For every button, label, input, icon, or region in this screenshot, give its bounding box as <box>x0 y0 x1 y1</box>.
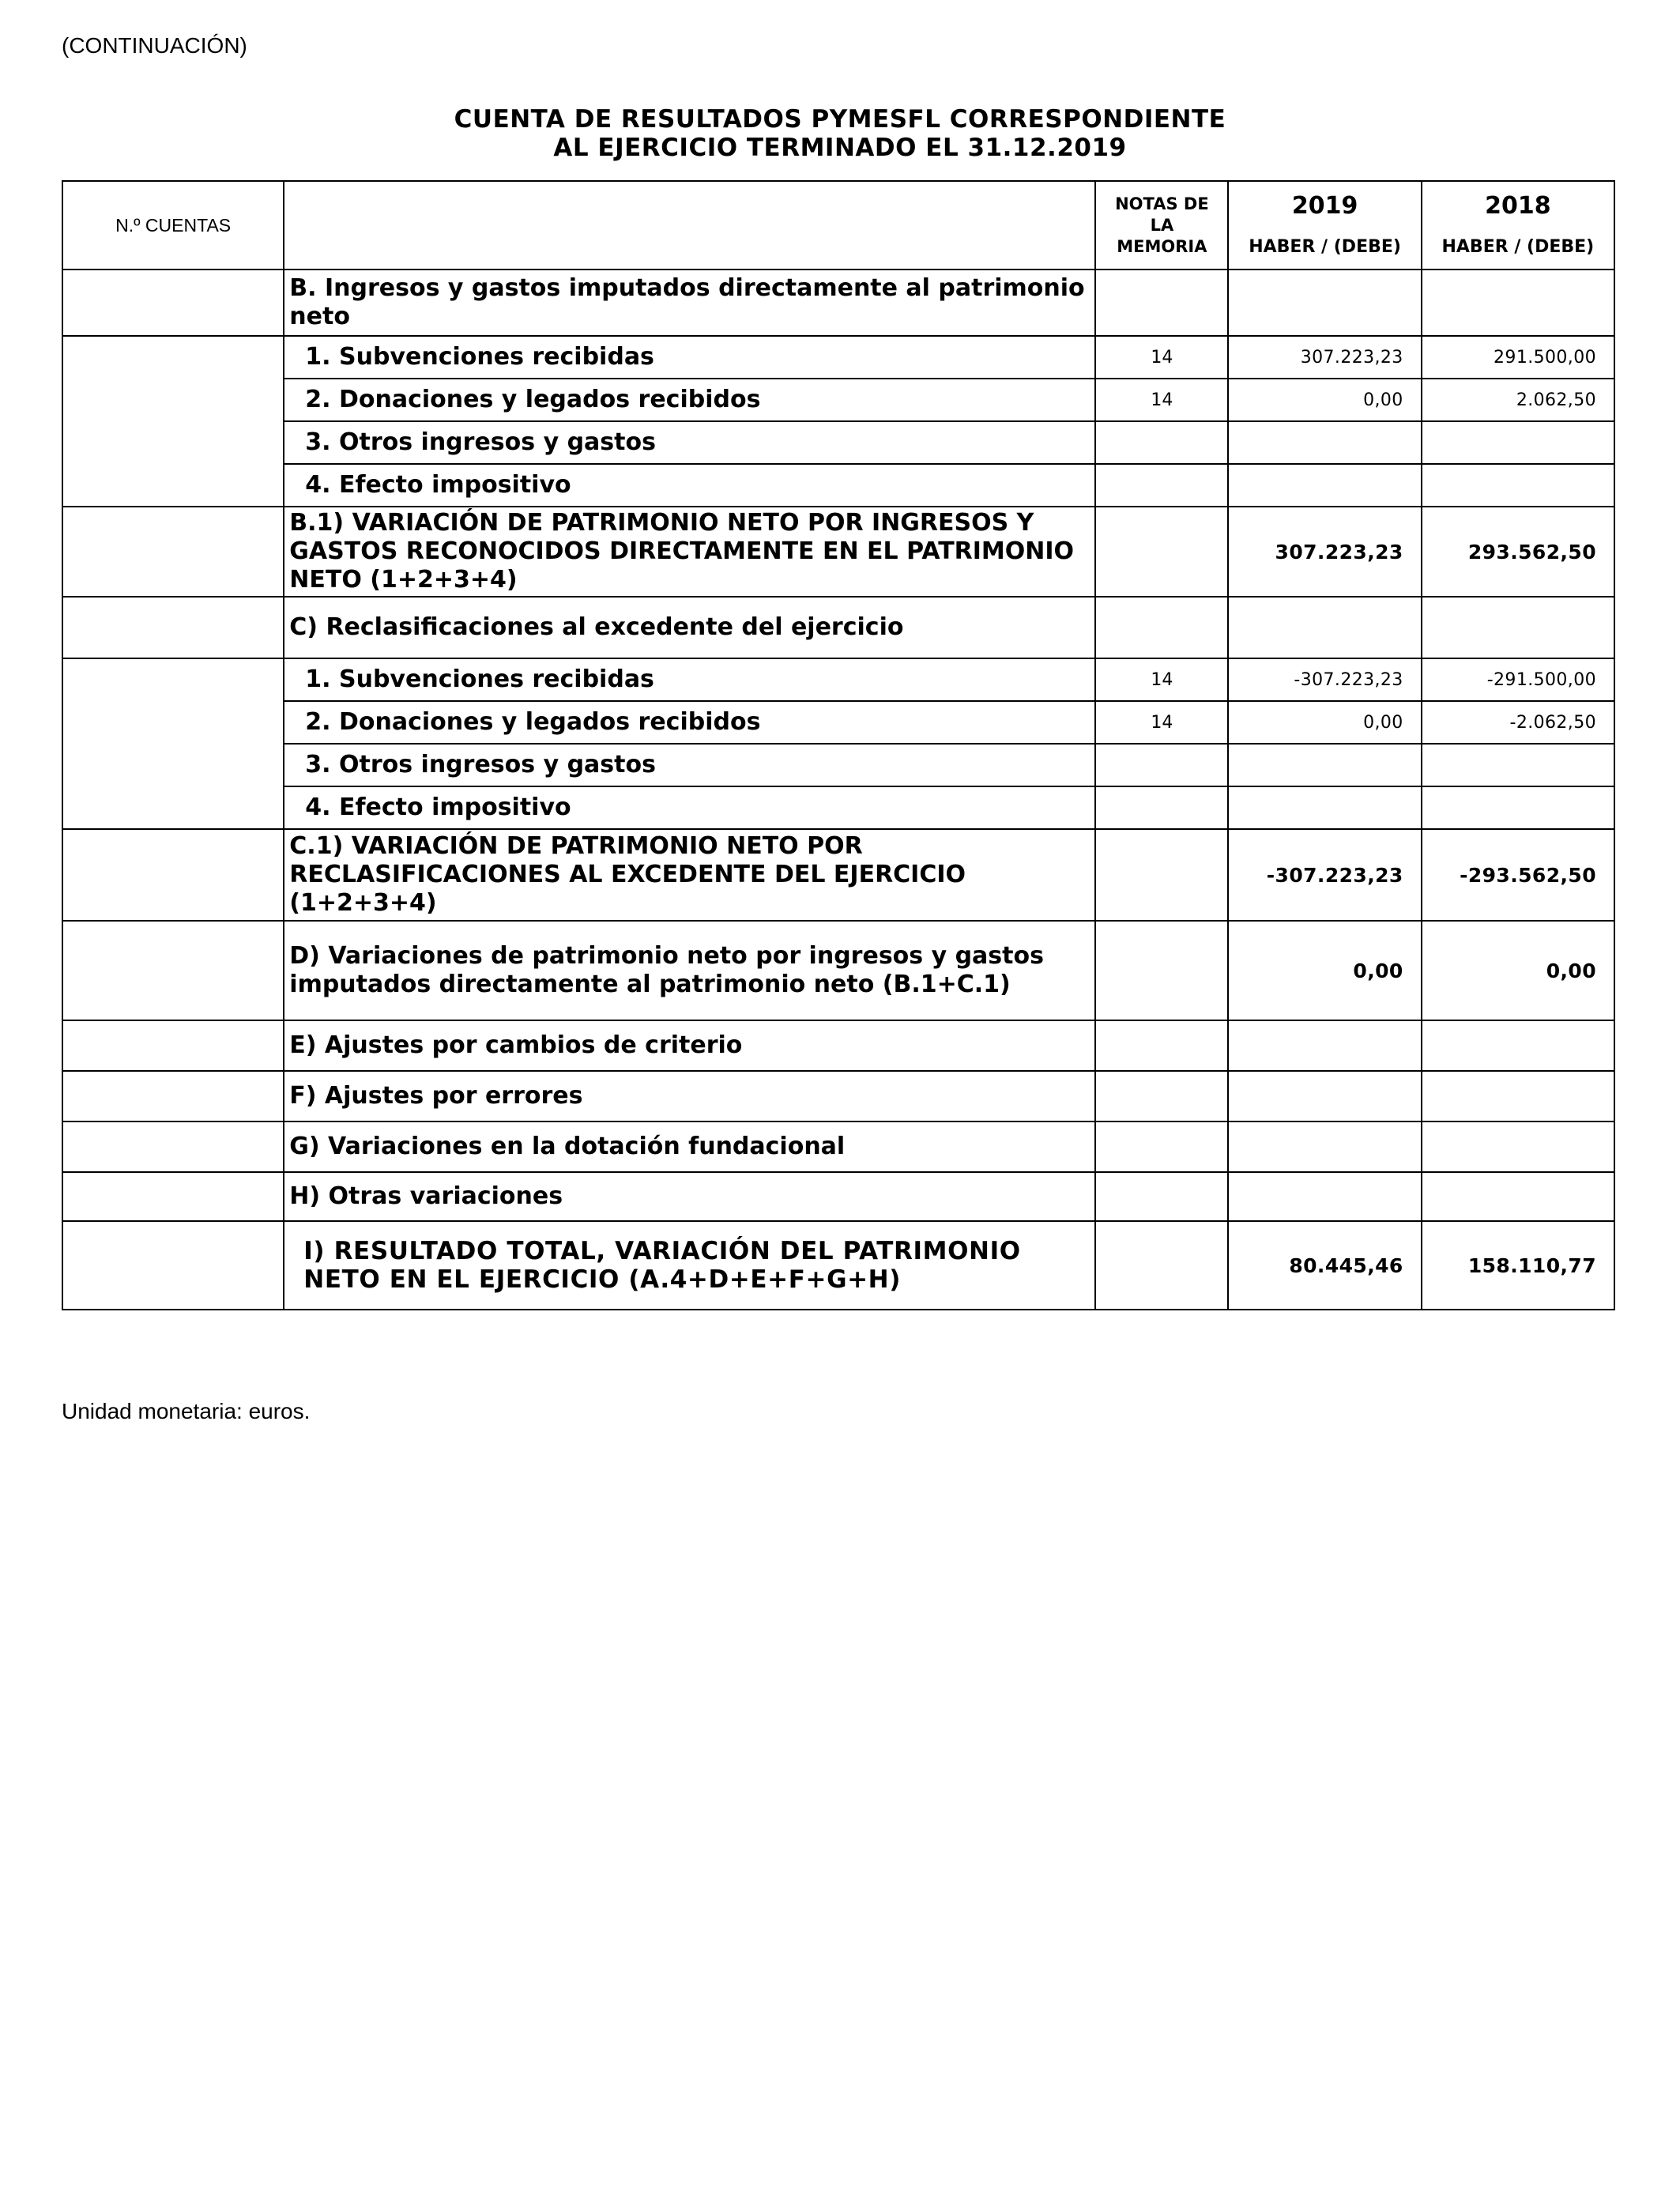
header-blank <box>284 181 1095 270</box>
row-value-2018 <box>1422 786 1614 829</box>
table-row <box>62 658 1614 701</box>
table-row <box>62 270 1614 336</box>
row-nota <box>1095 1020 1228 1071</box>
row-value-2019 <box>1228 1172 1421 1221</box>
row-description: 2. Donaciones y legados recibidos <box>284 379 1095 421</box>
row-nota <box>1095 507 1228 597</box>
table-row <box>62 1020 1614 1071</box>
row-description: F) Ajustes por errores <box>284 1071 1095 1122</box>
row-nota <box>1095 270 1228 336</box>
row-description: C.1) VARIACIÓN DE PATRIMONIO NETO POR RECLASIFICACIONES AL EXCEDENTE DEL EJERCICIO (1+2+3+4) <box>284 829 1095 921</box>
row-description: B.1) VARIACIÓN DE PATRIMONIO NETO POR INGRESOS Y GASTOS RECONOCIDOS DIRECTAMENTE EN EL PATRIMONIO NETO (1+2+3+4) <box>284 507 1095 597</box>
row-value-2019: -307.223,23 <box>1228 829 1421 921</box>
cuenta-cell <box>62 921 284 1020</box>
row-value-2019 <box>1228 1071 1421 1122</box>
row-description: G) Variaciones en la dotación fundacional <box>284 1122 1095 1172</box>
table-row <box>62 744 1614 786</box>
row-description: 1. Subvenciones recibidas <box>284 336 1095 379</box>
row-nota <box>1095 829 1228 921</box>
row-value-2019: 307.223,23 <box>1228 336 1421 379</box>
row-description: 3. Otros ingresos y gastos <box>284 744 1095 786</box>
table-row <box>62 829 1614 921</box>
row-value-2018: 293.562,50 <box>1422 507 1614 597</box>
row-value-2019: 0,00 <box>1228 379 1421 421</box>
table-row <box>62 786 1614 829</box>
table-row <box>62 1071 1614 1122</box>
row-description: 3. Otros ingresos y gastos <box>284 421 1095 464</box>
table-row <box>62 464 1614 507</box>
row-description: 2. Donaciones y legados recibidos <box>284 701 1095 744</box>
row-value-2018 <box>1422 270 1614 336</box>
row-value-2019 <box>1228 597 1421 658</box>
row-value-2019: 307.223,23 <box>1228 507 1421 597</box>
row-value-2019: -307.223,23 <box>1228 658 1421 701</box>
title-line-2: AL EJERCICIO TERMINADO EL 31.12.2019 <box>553 134 1127 162</box>
cuenta-cell <box>62 597 284 658</box>
row-nota <box>1095 744 1228 786</box>
cuenta-cell <box>62 336 284 507</box>
row-nota <box>1095 1221 1228 1310</box>
table-row <box>62 597 1614 658</box>
row-value-2018 <box>1422 464 1614 507</box>
title-line-1: CUENTA DE RESULTADOS PYMESFL CORRESPONDIENTE <box>454 105 1226 134</box>
header-notas-line-2: LA <box>1150 215 1174 235</box>
header-haber-2019: HABER / (DEBE) <box>1249 237 1401 257</box>
row-nota <box>1095 1071 1228 1122</box>
row-value-2019 <box>1228 786 1421 829</box>
row-description: E) Ajustes por cambios de criterio <box>284 1020 1095 1071</box>
continuation-label: (CONTINUACIÓN) <box>62 33 247 58</box>
table-row <box>62 336 1614 379</box>
row-description: I) RESULTADO TOTAL, VARIACIÓN DEL PATRIMONIO NETO EN EL EJERCICIO (A.4+D+E+F+G+H) <box>284 1221 1095 1310</box>
cuenta-cell <box>62 658 284 829</box>
row-value-2019 <box>1228 1020 1421 1071</box>
row-description: 4. Efecto impositivo <box>284 464 1095 507</box>
row-nota: 14 <box>1095 701 1228 744</box>
row-nota <box>1095 1122 1228 1172</box>
row-value-2019: 80.445,46 <box>1228 1221 1421 1310</box>
row-value-2018 <box>1422 597 1614 658</box>
row-description: H) Otras variaciones <box>284 1172 1095 1221</box>
row-value-2018: -2.062,50 <box>1422 701 1614 744</box>
row-value-2018: 158.110,77 <box>1422 1221 1614 1310</box>
table-row <box>62 421 1614 464</box>
table-row <box>62 701 1614 744</box>
table-row-total <box>62 1221 1614 1310</box>
table-row <box>62 1172 1614 1221</box>
row-description: 4. Efecto impositivo <box>284 786 1095 829</box>
row-value-2019 <box>1228 464 1421 507</box>
row-nota <box>1095 1172 1228 1221</box>
cuenta-cell <box>62 270 284 336</box>
row-value-2018: 2.062,50 <box>1422 379 1614 421</box>
header-year-2018 <box>1422 181 1614 270</box>
table-header-row <box>62 181 1614 270</box>
cuenta-cell <box>62 1172 284 1221</box>
table-row <box>62 379 1614 421</box>
row-value-2019: 0,00 <box>1228 701 1421 744</box>
row-value-2019 <box>1228 744 1421 786</box>
table-row <box>62 507 1614 597</box>
row-nota: 14 <box>1095 379 1228 421</box>
row-description: C) Reclasificaciones al excedente del ejercicio <box>284 597 1095 658</box>
results-table <box>62 180 1615 1310</box>
row-value-2019 <box>1228 1122 1421 1172</box>
row-value-2018 <box>1422 1020 1614 1071</box>
cuenta-cell <box>62 507 284 597</box>
header-cuentas: N.º CUENTAS <box>62 181 284 270</box>
row-description: 1. Subvenciones recibidas <box>284 658 1095 701</box>
table-row <box>62 921 1614 1020</box>
row-value-2018 <box>1422 1071 1614 1122</box>
row-nota <box>1095 597 1228 658</box>
table-row <box>62 1122 1614 1172</box>
header-notas <box>1095 181 1228 270</box>
row-value-2018 <box>1422 1122 1614 1172</box>
cuenta-cell <box>62 829 284 921</box>
row-value-2018: 291.500,00 <box>1422 336 1614 379</box>
cuenta-cell <box>62 1020 284 1071</box>
row-nota <box>1095 421 1228 464</box>
row-value-2018 <box>1422 1172 1614 1221</box>
document-title <box>0 105 1680 162</box>
row-value-2018 <box>1422 744 1614 786</box>
row-nota <box>1095 786 1228 829</box>
header-notas-line-3: MEMORIA <box>1117 236 1207 256</box>
row-nota: 14 <box>1095 336 1228 379</box>
row-value-2018: 0,00 <box>1422 921 1614 1020</box>
currency-note: Unidad monetaria: euros. <box>62 1399 311 1423</box>
row-value-2019 <box>1228 270 1421 336</box>
row-value-2018: -293.562,50 <box>1422 829 1614 921</box>
row-value-2018 <box>1422 421 1614 464</box>
header-year-2018-label: 2018 <box>1485 192 1551 220</box>
header-year-2019 <box>1228 181 1421 270</box>
cuenta-cell <box>62 1122 284 1172</box>
row-nota: 14 <box>1095 658 1228 701</box>
header-haber-2018: HABER / (DEBE) <box>1441 237 1595 257</box>
row-nota <box>1095 464 1228 507</box>
row-value-2019: 0,00 <box>1228 921 1421 1020</box>
header-year-2019-label: 2019 <box>1291 192 1358 220</box>
row-value-2018: -291.500,00 <box>1422 658 1614 701</box>
row-nota <box>1095 921 1228 1020</box>
row-description: B. Ingresos y gastos imputados directamente al patrimonio neto <box>284 270 1095 336</box>
row-value-2019 <box>1228 421 1421 464</box>
header-notas-line-1: NOTAS DE <box>1115 194 1209 213</box>
cuenta-cell <box>62 1221 284 1310</box>
row-description: D) Variaciones de patrimonio neto por ingresos y gastos imputados directamente al patrimonio neto (B.1+C.1) <box>284 921 1095 1020</box>
cuenta-cell <box>62 1071 284 1122</box>
